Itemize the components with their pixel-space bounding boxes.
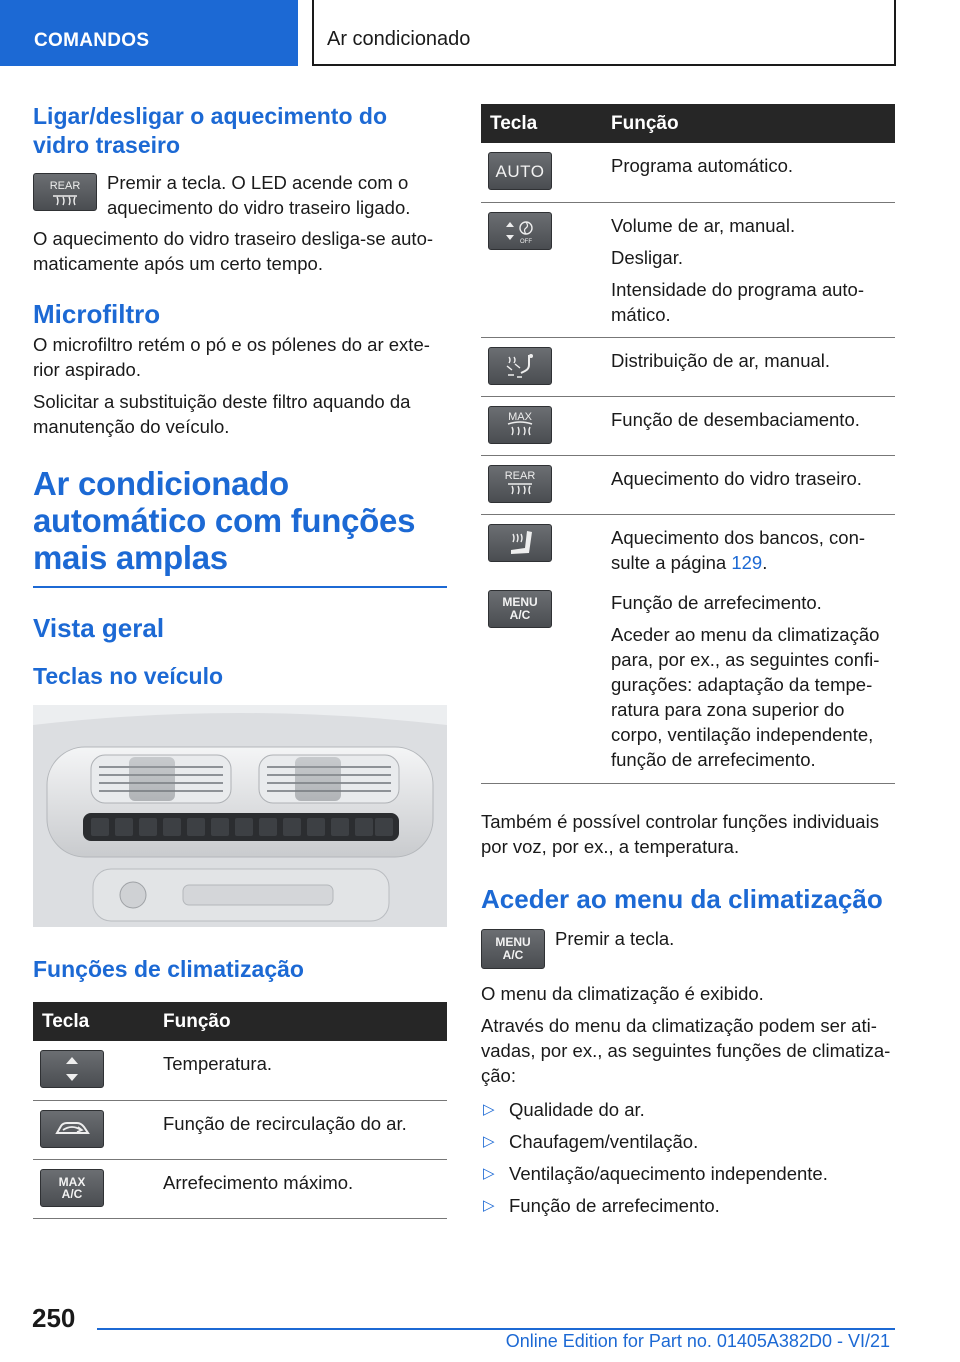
- table-header-row: [481, 104, 895, 143]
- function-column-header: Função: [155, 1002, 447, 1041]
- table-row: [33, 1100, 447, 1159]
- main-heading: Ar condicionado automático com funções mais amplas: [33, 465, 416, 576]
- svg-text:REAR: REAR: [504, 469, 536, 482]
- list-item: ▷ Chaufagem/ventilação.: [483, 1130, 699, 1152]
- edition-text: Online Edition for Part no. 01405A382D0 - VI/21: [505, 1331, 890, 1351]
- heading-rule: [33, 586, 447, 588]
- table-cell-text: Desligar.: [611, 246, 683, 268]
- function-column-header: Função: [603, 104, 895, 143]
- table-header-row: [33, 1002, 447, 1041]
- rear-key-instruction: [33, 173, 447, 220]
- max-defrost-icon: [488, 406, 552, 444]
- rear-heating-heading: Ligar/desligar o aquecimento do vidro traseiro: [33, 103, 388, 158]
- rear-auto-off-text: O aquecimento do vidro traseiro desliga-se auto-maticamente após um certo tempo.: [33, 228, 434, 274]
- auto-icon: AUTO: [488, 152, 552, 190]
- menu-intro-text: Através do menu da climatização podem ser ati-vadas, por ex., as seguintes funções de climatiza-ção:: [481, 1014, 891, 1086]
- table-cell-text: Arrefecimento máximo.: [155, 1159, 447, 1218]
- keys-in-vehicle-heading: Teclas no veículo: [33, 663, 224, 689]
- right-function-table: [481, 104, 895, 784]
- voice-control-text: Também é possível controlar funções individuais por voz, por ex., a temperatura.: [481, 810, 879, 857]
- table-cell-text: Intensidade do programa auto-mático.: [611, 278, 865, 325]
- table-row: [33, 1159, 447, 1218]
- table-row: [481, 143, 895, 202]
- table-cell-text: Aquecimento dos bancos, con-sulte a página 129.: [611, 526, 866, 573]
- table-row: [481, 514, 895, 585]
- triangle-bullet-icon: ▷: [483, 1100, 495, 1118]
- air-distribution-icon: [488, 347, 552, 385]
- microfilter-heading: Microfiltro: [33, 299, 161, 329]
- table-row: [33, 1041, 447, 1100]
- table-cell-text: Função de recirculação do ar.: [155, 1100, 447, 1159]
- section-title: COMANDOS: [0, 0, 298, 66]
- overview-heading: Vista geral: [33, 613, 165, 643]
- table-cell-text: Função de desembaciamento.: [611, 408, 860, 430]
- temperature-arrows-icon: [40, 1050, 104, 1088]
- climate-functions-heading: Funções de climatização: [33, 956, 304, 982]
- page-number: 250: [32, 1303, 76, 1333]
- table-cell-text: Aquecimento do vidro traseiro.: [611, 467, 862, 489]
- list-item: ▷ Ventilação/aquecimento independente.: [483, 1162, 828, 1184]
- left-column: [33, 100, 447, 1219]
- list-item: ▷ Função de arrefecimento.: [483, 1194, 720, 1216]
- page-reference-link[interactable]: 129: [731, 551, 763, 573]
- page-header: [0, 0, 960, 66]
- table-cell-text: Volume de ar, manual.: [611, 214, 796, 236]
- rear-defrost-icon: [488, 465, 552, 503]
- footer-rule: [97, 1328, 895, 1330]
- table-row: [481, 585, 895, 784]
- table-cell-text: Distribuição de ar, manual.: [611, 349, 831, 371]
- table-row: [481, 396, 895, 455]
- table-cell-text: Aceder ao menu da climatização para, por ex., as seguintes confi-gurações: adaptação da tempe-ratura para zona superior do corpo, ventilação independente, função de arrefecimento.: [611, 623, 880, 770]
- list-item: ▷ Qualidade do ar.: [483, 1098, 645, 1120]
- table-row: [481, 455, 895, 514]
- climate-function-list: [481, 1097, 895, 1218]
- chapter-title: Ar condicionado: [312, 0, 896, 66]
- rear-press-text: Premir a tecla. O LED acende com o aquecimento do vidro traseiro ligado.: [107, 172, 411, 218]
- svg-text:MAX: MAX: [508, 410, 532, 423]
- seat-heating-icon: [488, 524, 552, 562]
- svg-text:REAR: REAR: [49, 180, 81, 192]
- menu-displayed-text: O menu da climatização é exibido.: [481, 982, 764, 1004]
- table-cell-text: Função de arrefecimento.: [611, 591, 822, 613]
- climate-menu-heading: Aceder ao menu da climatização: [481, 883, 883, 914]
- control-panel-photo: [33, 705, 447, 927]
- table-cell-text: Temperatura.: [155, 1041, 447, 1100]
- recirculation-icon: [40, 1110, 104, 1148]
- triangle-bullet-icon: ▷: [483, 1164, 495, 1182]
- key-column-header: Tecla: [481, 104, 603, 143]
- table-cell-text: Programa automático.: [611, 155, 794, 176]
- table-row: [481, 202, 895, 337]
- menu-ac-key-icon: MENU A/C: [481, 929, 545, 969]
- menu-press-text: Premir a tecla.: [555, 927, 675, 949]
- table-row: [481, 337, 895, 396]
- key-column-header: Tecla: [33, 1002, 155, 1041]
- max-ac-icon: MAX A/C: [40, 1169, 104, 1207]
- right-column: [481, 104, 895, 1225]
- microfilter-text-1: O microfiltro retém o pó e os pólenes do ar exte-rior aspirado.: [33, 334, 430, 380]
- left-function-table: [33, 1002, 447, 1219]
- fan-off-icon: [488, 212, 552, 250]
- rear-defrost-key-icon: [33, 173, 97, 211]
- svg-text:OFF: OFF: [520, 238, 532, 245]
- triangle-bullet-icon: ▷: [483, 1196, 495, 1214]
- triangle-bullet-icon: ▷: [483, 1132, 495, 1150]
- menu-key-instruction: [481, 929, 895, 969]
- microfilter-text-2: Solicitar a substituição deste filtro aquando da manutenção do veículo.: [33, 391, 411, 437]
- menu-ac-icon: MENU A/C: [488, 590, 552, 628]
